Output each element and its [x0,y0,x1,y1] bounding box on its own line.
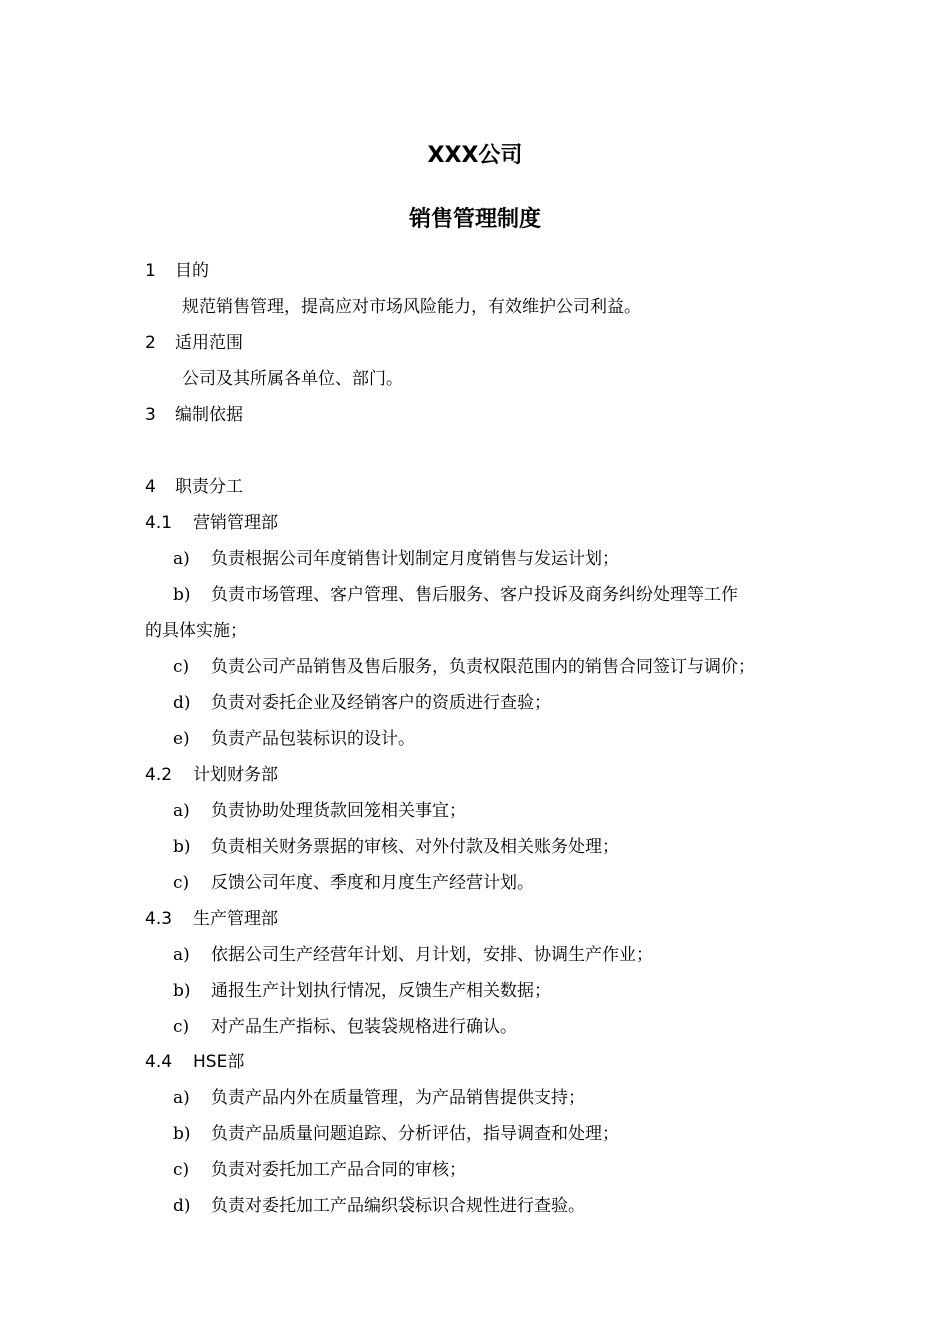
subsection-heading-4-4 [145,1047,244,1072]
section-heading-3 [145,400,243,425]
subsection-heading-4-2 [145,760,278,785]
section-title: 编制依据 [175,405,243,425]
list-item [173,1119,619,1144]
section-title: 适用范围 [175,333,243,353]
item-text: 反馈公司年度、季度和月度生产经营计划。 [211,873,534,893]
company-title: XXX公司 [427,143,523,168]
list-item [173,940,653,965]
section-number: 4 [145,477,156,497]
item-label: a) [173,945,190,965]
item-label: a) [173,801,190,821]
list-item [173,868,534,893]
item-text: 负责对委托加工产品编织袋标识合规性进行查验。 [211,1196,585,1216]
item-text: 依据公司生产经营年计划、月计划，安排、协调生产作业； [211,945,653,965]
item-text: 负责公司产品销售及售后服务，负责权限范围内的销售合同签订与调价； [211,657,755,677]
subsection-heading-4-1 [145,508,278,533]
section-title: 目的 [175,261,209,281]
section-number: 2 [145,333,156,353]
list-item [173,976,551,1001]
list-item [173,832,619,857]
list-item [173,544,619,569]
item-text: 通报生产计划执行情况，反馈生产相关数据； [211,981,551,1001]
item-label: c) [173,657,190,677]
list-item [173,580,738,605]
document-title: 销售管理制度 [408,207,541,232]
item-label: b) [173,1124,191,1144]
item-label: a) [173,549,190,569]
list-item [173,688,551,713]
section-number: 3 [145,405,156,425]
item-text: 对产品生产指标、包装袋规格进行确认。 [211,1017,517,1037]
item-label: b) [173,585,191,605]
item-label: d) [173,1196,191,1216]
item-label: a) [173,1088,190,1108]
item-text: 负责市场管理、客户管理、售后服务、客户投诉及商务纠纷处理等工作 [211,585,738,605]
subsection-title: HSE部 [193,1052,245,1072]
section-body-1: 规范销售管理，提高应对市场风险能力，有效维护公司利益。 [182,297,641,317]
section-title: 职责分工 [175,477,243,497]
item-text: 负责产品包装标识的设计。 [211,729,415,749]
list-item [173,1191,585,1216]
item-text: 负责产品内外在质量管理，为产品销售提供支持； [211,1088,585,1108]
section-heading-4 [145,472,243,497]
item-label: c) [173,1160,190,1180]
item-label: b) [173,837,191,857]
section-heading-1 [145,256,209,281]
section-body-2: 公司及其所属各单位、部门。 [182,369,403,389]
subsection-number: 4.3 [145,909,173,929]
item-text: 负责根据公司年度销售计划制定月度销售与发运计划； [211,549,619,569]
item-label: c) [173,1017,190,1037]
item-text: 负责相关财务票据的审核、对外付款及相关账务处理； [211,837,619,857]
item-label: b) [173,981,191,1001]
subsection-title: 营销管理部 [193,513,278,533]
item-label: d) [173,693,191,713]
item-text-continuation: 的具体实施； [145,621,247,641]
subsection-title: 生产管理部 [193,909,278,929]
subsection-title: 计划财务部 [193,765,278,785]
item-text: 负责对委托加工产品合同的审核； [211,1160,466,1180]
item-text: 负责协助处理货款回笼相关事宜； [211,801,466,821]
list-item [173,1012,517,1037]
subsection-heading-4-3 [145,904,278,929]
list-item [173,1083,585,1108]
subsection-number: 4.4 [145,1052,173,1072]
section-heading-2 [145,328,243,353]
item-label: e) [173,729,190,749]
list-item [173,652,755,677]
item-text: 负责产品质量问题追踪、分析评估，指导调查和处理； [211,1124,619,1144]
list-item [173,724,415,749]
list-item [173,796,466,821]
section-number: 1 [145,261,156,281]
subsection-number: 4.1 [145,513,173,533]
list-item [173,1155,466,1180]
item-text: 负责对委托企业及经销客户的资质进行查验； [211,693,551,713]
item-label: c) [173,873,190,893]
subsection-number: 4.2 [145,765,173,785]
